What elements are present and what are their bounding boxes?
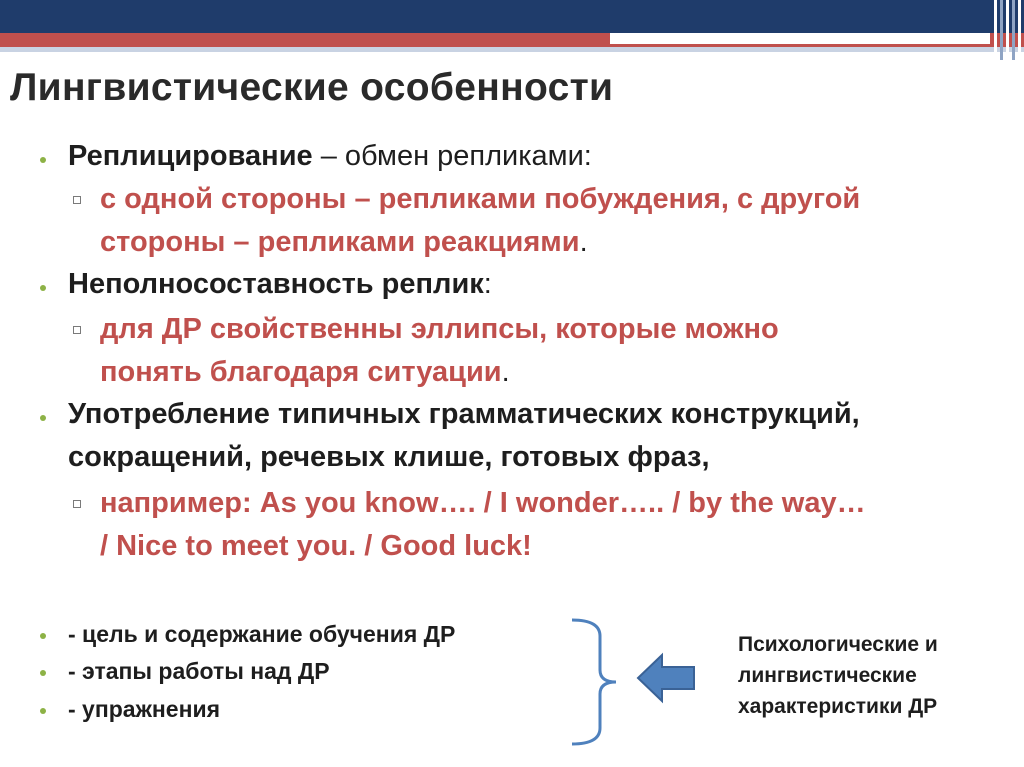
point-1 [68, 135, 592, 178]
header-vertical-stripes [994, 0, 1024, 60]
point-3-line-2: сокращений, речевых клише, готовых фраз, [68, 441, 710, 473]
sub-bullet-square [73, 196, 81, 204]
sub-bullet-square [73, 326, 81, 334]
bullet-dot [40, 285, 46, 291]
point-2-term: Неполносоставность реплик [68, 268, 484, 300]
bullet-dot [40, 670, 46, 676]
point-1-term: Реплицирование [68, 140, 313, 172]
point-3-line-1: Употребление типичных грамматических конструкций, [68, 398, 860, 430]
header-band-light [0, 47, 1024, 52]
point-1-rest: – обмен репликами: [312, 140, 592, 172]
point-1-sub-line-1: с одной стороны – репликами побуждения, с другой [100, 183, 861, 215]
bullet-dot [40, 633, 46, 639]
right-brace-icon [560, 612, 624, 752]
point-2-sub-line-2: понять благодаря ситуации. [100, 356, 510, 388]
point-3-sub-line-1: например: As you know…. / I wonder….. / by the way… [100, 487, 866, 519]
point-2 [68, 263, 492, 306]
header-thin-stripe [610, 44, 990, 47]
side-note: Психологические и лингвистические характеристики ДР [738, 633, 938, 718]
bullet-dot [40, 708, 46, 714]
bullet-dot [40, 157, 46, 163]
bullet-dot [40, 415, 46, 421]
header-band-navy [0, 0, 1024, 33]
list-item: - упражнения [68, 696, 221, 722]
point-2-rest: : [483, 268, 492, 300]
point-2-sub-line-1: для ДР свойственны эллипсы, которые можно [100, 313, 779, 345]
slide-title: Лингвистические особенности [10, 66, 614, 109]
point-1-sub-line-2: стороны – репликами реакциями. [100, 226, 588, 258]
list-item: - этапы работы над ДР [68, 658, 330, 684]
left-arrow-icon [636, 652, 698, 704]
point-3-sub-line-2: / Nice to meet you. / Good luck! [100, 530, 532, 562]
list-item: - цель и содержание обучения ДР [68, 621, 456, 647]
header-notch [610, 33, 990, 44]
sub-bullet-square [73, 500, 81, 508]
